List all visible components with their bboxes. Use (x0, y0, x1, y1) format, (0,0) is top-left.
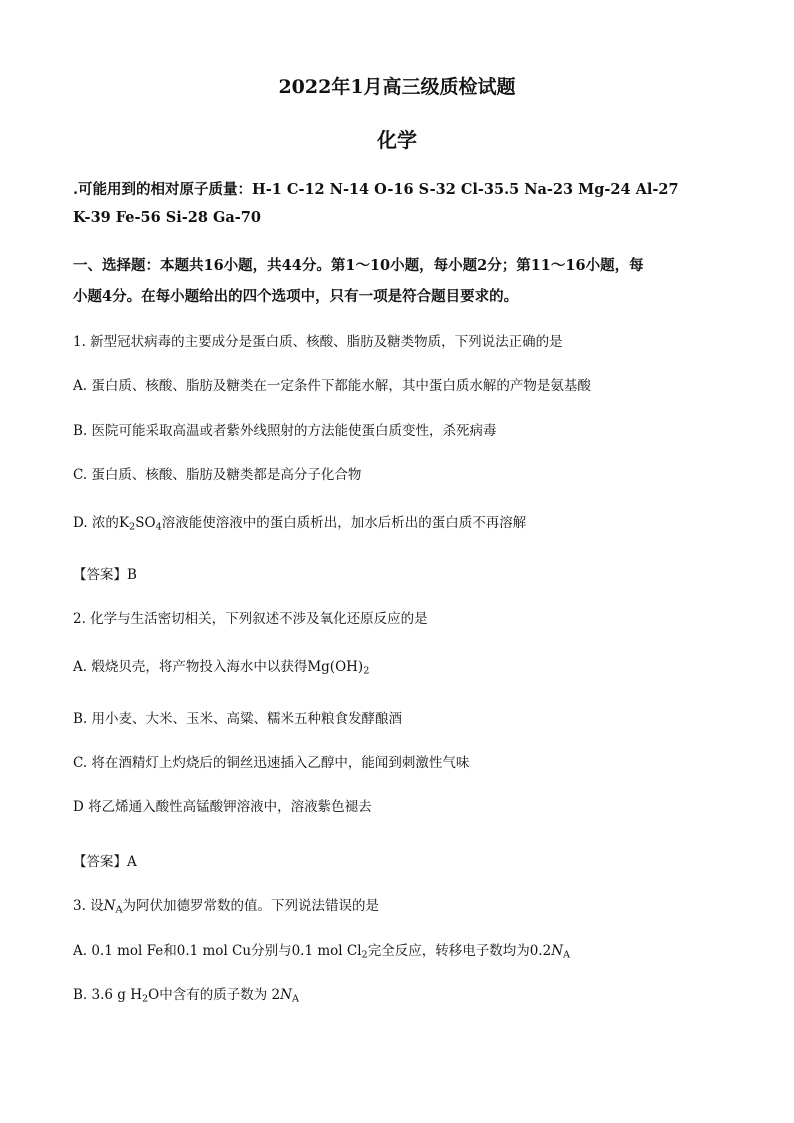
exam-title: 2022年1月高三级质检试题 (278, 76, 516, 98)
question-1-stem: 1. 新型冠状病毒的主要成分是蛋白质、核酸、脂肪及糖类物质，下列说法正确的是 (73, 334, 563, 350)
cl-subscript: 2 (361, 949, 368, 961)
avogadro-subscript: A (291, 993, 299, 1005)
question-1-option-a: A. 蛋白质、核酸、脂肪及糖类在一定条件下都能水解，其中蛋白质水解的产物是氨基酸 (73, 378, 591, 394)
question-3-option-a (73, 939, 733, 960)
formula-mgoh: Mg(OH) (307, 659, 364, 675)
option-d-prefix: D. 浓的 (73, 515, 119, 531)
option-a-prefix: A. 0.1 mol Fe和0.1 mol Cu分别与0.1 mol Cl (73, 943, 362, 959)
avogadro-subscript: A (563, 949, 571, 961)
formula-k: K (118, 515, 130, 531)
section-heading-line-2: 小题4分。在每小题给出的四个选项中，只有一项是符合题目要求的。 (73, 288, 519, 305)
question-2-option-a (73, 655, 733, 676)
question-2-stem: 2. 化学与生活密切相关，下列叙述不涉及氧化还原反应的是 (73, 611, 428, 627)
question-1-option-c: C. 蛋白质、核酸、脂肪及糖类都是高分子化合物 (73, 467, 362, 483)
question-3-stem (73, 894, 733, 915)
avogadro-symbol: N (103, 898, 116, 914)
formula-so: SO (135, 515, 156, 531)
section-heading-line-1: 一、选择题：本题共16小题，共44分。第1～10小题，每小题2分；第11～16小题，每 (73, 257, 644, 274)
atomic-mass-line-1: .可能用到的相对原子质量：H-1 C-12 N-14 O-16 S-32 Cl-35.5 Na-23 Mg-24 Al-27 (73, 181, 679, 198)
question-3-option-b (73, 983, 733, 1004)
question-1-option-d (73, 511, 733, 532)
avogadro-subscript: A (115, 904, 123, 916)
stem-suffix: 为阿伏加德罗常数的值。下列说法错误的是 (122, 898, 380, 914)
formula-k-subscript: 2 (129, 521, 136, 533)
option-a-middle: 完全反应，转移电子数均为0.2 (367, 943, 552, 959)
formula-mgoh-subscript: 2 (363, 665, 370, 677)
question-2-option-c: C. 将在酒精灯上灼烧后的铜丝迅速插入乙醇中，能闻到刺激性气味 (73, 755, 470, 771)
formula-so-subscript: 4 (155, 521, 162, 533)
subject-title: 化学 (377, 128, 417, 152)
question-2-option-d: D 将乙烯通入酸性高锰酸钾溶液中，溶液紫色褪去 (73, 799, 372, 815)
option-d-suffix: 溶液能使溶液中的蛋白质析出，加水后析出的蛋白质不再溶解 (161, 515, 527, 531)
question-1-option-b: B. 医院可能采取高温或者紫外线照射的方法能使蛋白质变性，杀死病毒 (73, 423, 497, 439)
option-a-prefix: A. 煅烧贝壳，将产物投入海水中以获得 (73, 659, 308, 675)
question-1-answer: 【答案】B (73, 567, 137, 583)
option-b-middle: O中含有的质子数为 2 (148, 987, 281, 1003)
atomic-mass-line-2: K-39 Fe-56 Si-28 Ga-70 (73, 209, 261, 226)
stem-prefix: 3. 设 (73, 898, 104, 914)
question-2-option-b: B. 用小麦、大米、玉米、高粱、糯米五种粮食发酵酿酒 (73, 711, 403, 727)
h-subscript: 2 (141, 993, 149, 1005)
question-2-answer: 【答案】A (73, 854, 137, 870)
avogadro-symbol: N (551, 943, 564, 959)
avogadro-symbol: N (280, 987, 292, 1003)
option-b-prefix: B. 3.6 g H (73, 987, 142, 1003)
